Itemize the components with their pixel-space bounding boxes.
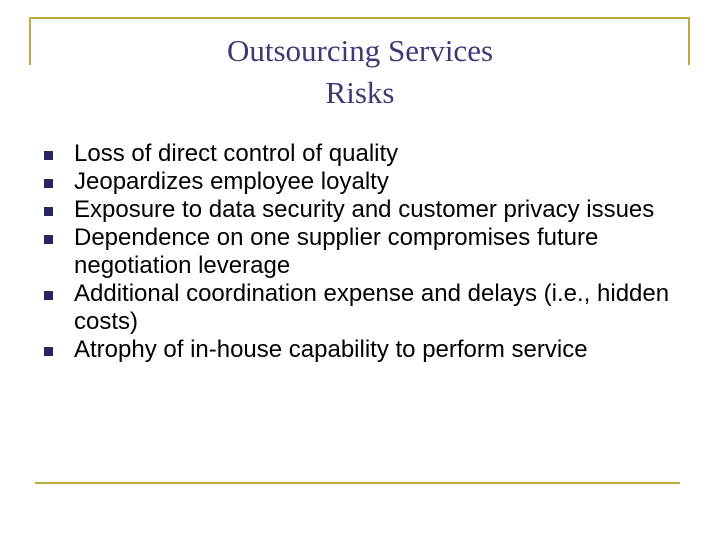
square-bullet-icon	[44, 291, 53, 300]
square-bullet-icon	[44, 151, 53, 160]
bullet-text: Additional coordination expense and delays (i.e., hidden costs)	[74, 280, 670, 335]
bullet-item	[40, 336, 690, 364]
frame-top-line	[29, 17, 690, 19]
bullet-item	[40, 140, 690, 168]
square-bullet-icon	[44, 235, 53, 244]
slide-title	[0, 30, 720, 114]
square-bullet-icon	[44, 347, 53, 356]
bullet-text: Atrophy of in-house capability to perform service	[74, 336, 588, 363]
bullet-text: Jeopardizes employee loyalty	[74, 168, 389, 195]
bullet-item	[40, 224, 690, 280]
title-line-2: Risks	[325, 75, 395, 110]
bullet-list	[40, 140, 690, 364]
bullet-item	[40, 280, 690, 336]
bullet-item	[40, 168, 690, 196]
frame-bottom-line	[35, 482, 680, 484]
bullet-text: Exposure to data security and customer privacy issues	[74, 196, 655, 223]
square-bullet-icon	[44, 179, 53, 188]
bullet-item	[40, 196, 690, 224]
title-line-1: Outsourcing Services	[226, 33, 494, 68]
bullet-text: Dependence on one supplier compromises future negotiation leverage	[74, 224, 599, 279]
square-bullet-icon	[44, 207, 53, 216]
bullet-text: Loss of direct control of quality	[74, 140, 399, 167]
